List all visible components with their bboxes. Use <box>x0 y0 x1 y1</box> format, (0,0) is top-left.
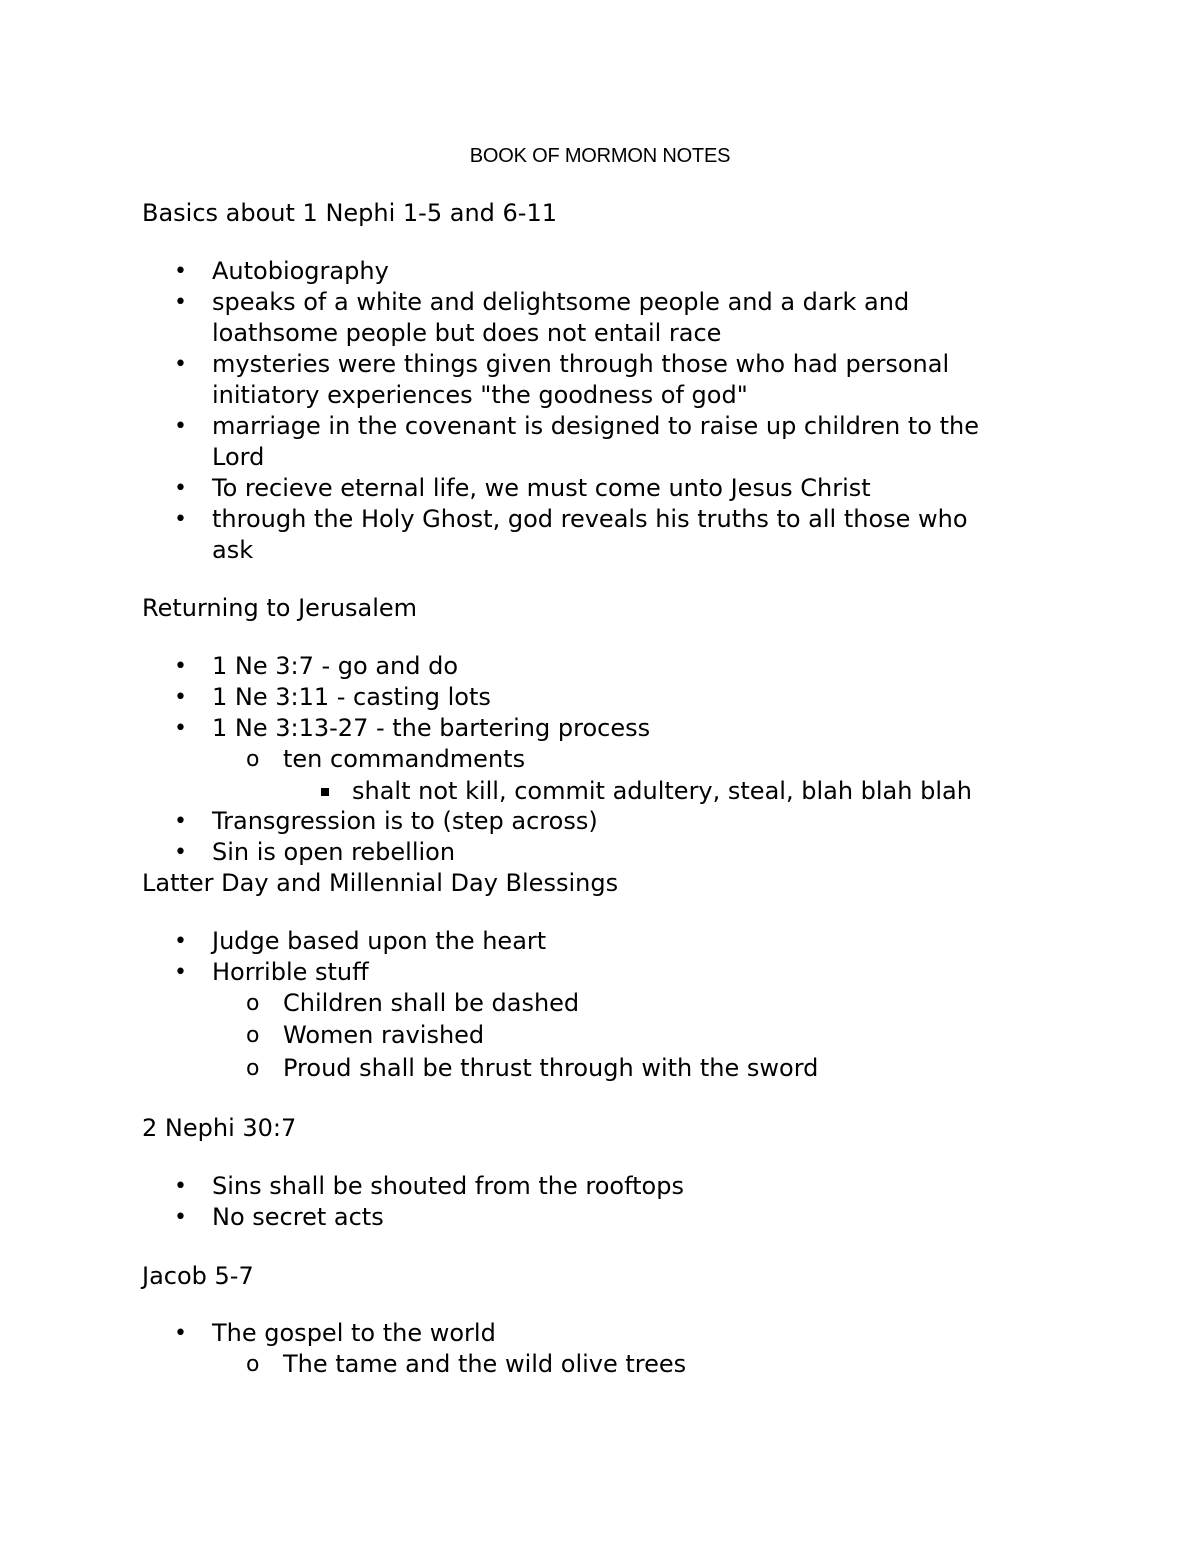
list-item-text: 1 Ne 3:7 - go and do <box>212 652 459 680</box>
list-item <box>174 349 950 380</box>
list-item <box>174 1202 384 1233</box>
bullet-marker: • <box>174 960 187 985</box>
section-heading: 2 Nephi 30:7 <box>142 1114 297 1142</box>
sub-list-item <box>246 744 526 775</box>
bullet-marker: • <box>174 716 187 741</box>
bullet-marker: • <box>174 352 187 377</box>
circle-marker: o <box>246 1056 260 1081</box>
list-item-text: Judge based upon the heart <box>212 927 547 955</box>
list-item <box>174 957 369 988</box>
list-item-text: shalt not kill, commit adultery, steal, blah blah blah <box>352 777 972 805</box>
list-item <box>174 651 459 682</box>
list-item-text: Proud shall be thrust through with the sword <box>283 1054 819 1082</box>
list-item <box>174 806 598 837</box>
list-item-continuation: ask <box>212 536 254 564</box>
list-item-text: Sins shall be shouted from the rooftops <box>212 1172 684 1200</box>
circle-marker: o <box>246 747 260 772</box>
list-item-text: 1 Ne 3:13-27 - the bartering process <box>212 714 651 742</box>
list-item-text: Sin is open rebellion <box>212 838 456 866</box>
list-item <box>174 287 910 318</box>
list-item-text: Horrible stuff <box>212 958 369 986</box>
bullet-marker: • <box>174 259 187 284</box>
bullet-marker: • <box>174 290 187 315</box>
bullet-marker: • <box>174 476 187 501</box>
document-title: BOOK OF MORMON NOTES <box>469 145 731 167</box>
sub-sub-list-item <box>352 776 972 807</box>
list-item <box>174 682 491 713</box>
list-item-continuation: Lord <box>212 443 265 471</box>
bullet-marker: • <box>174 809 187 834</box>
sub-list-item <box>246 1053 819 1084</box>
list-item <box>174 926 547 957</box>
list-item-text: Women ravished <box>283 1021 485 1049</box>
list-item-text: Children shall be dashed <box>283 989 580 1017</box>
list-item <box>174 411 979 442</box>
list-item-continuation: initiatory experiences "the goodness of god" <box>212 381 748 409</box>
sub-list-item <box>246 1349 687 1380</box>
bullet-marker: • <box>174 1174 187 1199</box>
list-item-text: Autobiography <box>212 257 389 285</box>
list-item-text: ten commandments <box>283 745 526 773</box>
sub-list-item <box>246 988 580 1019</box>
section-heading: Jacob 5-7 <box>142 1262 254 1290</box>
bullet-marker: • <box>174 414 187 439</box>
sub-list-item <box>246 1020 485 1051</box>
bullet-marker: • <box>174 929 187 954</box>
list-item-text: through the Holy Ghost, god reveals his truths to all those who <box>212 505 968 533</box>
circle-marker: o <box>246 991 260 1016</box>
section-heading: Latter Day and Millennial Day Blessings <box>142 869 619 897</box>
section-heading: Basics about 1 Nephi 1-5 and 6-11 <box>142 199 557 227</box>
square-bullet-icon <box>321 788 329 796</box>
bullet-marker: • <box>174 685 187 710</box>
list-item <box>174 713 651 744</box>
circle-marker: o <box>246 1023 260 1048</box>
list-item-text: 1 Ne 3:11 - casting lots <box>212 683 491 711</box>
list-item-text: mysteries were things given through those who had personal <box>212 350 950 378</box>
list-item-text: The gospel to the world <box>212 1319 496 1347</box>
list-item-text: speaks of a white and delightsome people and a dark and <box>212 288 910 316</box>
list-item-text: Transgression is to (step across) <box>212 807 598 835</box>
bullet-marker: • <box>174 1321 187 1346</box>
list-item-continuation: loathsome people but does not entail race <box>212 319 722 347</box>
list-item <box>174 837 456 868</box>
list-item <box>174 1318 496 1349</box>
bullet-marker: • <box>174 840 187 865</box>
list-item <box>174 1171 684 1202</box>
list-item-text: To recieve eternal life, we must come unto Jesus Christ <box>212 474 871 502</box>
bullet-marker: • <box>174 1205 187 1230</box>
list-item <box>174 504 968 535</box>
list-item-text: No secret acts <box>212 1203 384 1231</box>
list-item-text: The tame and the wild olive trees <box>283 1350 687 1378</box>
section-heading: Returning to Jerusalem <box>142 594 418 622</box>
list-item <box>174 473 871 504</box>
list-item-text: marriage in the covenant is designed to raise up children to the <box>212 412 979 440</box>
circle-marker: o <box>246 1352 260 1377</box>
bullet-marker: • <box>174 654 187 679</box>
bullet-marker: • <box>174 507 187 532</box>
list-item <box>174 256 389 287</box>
